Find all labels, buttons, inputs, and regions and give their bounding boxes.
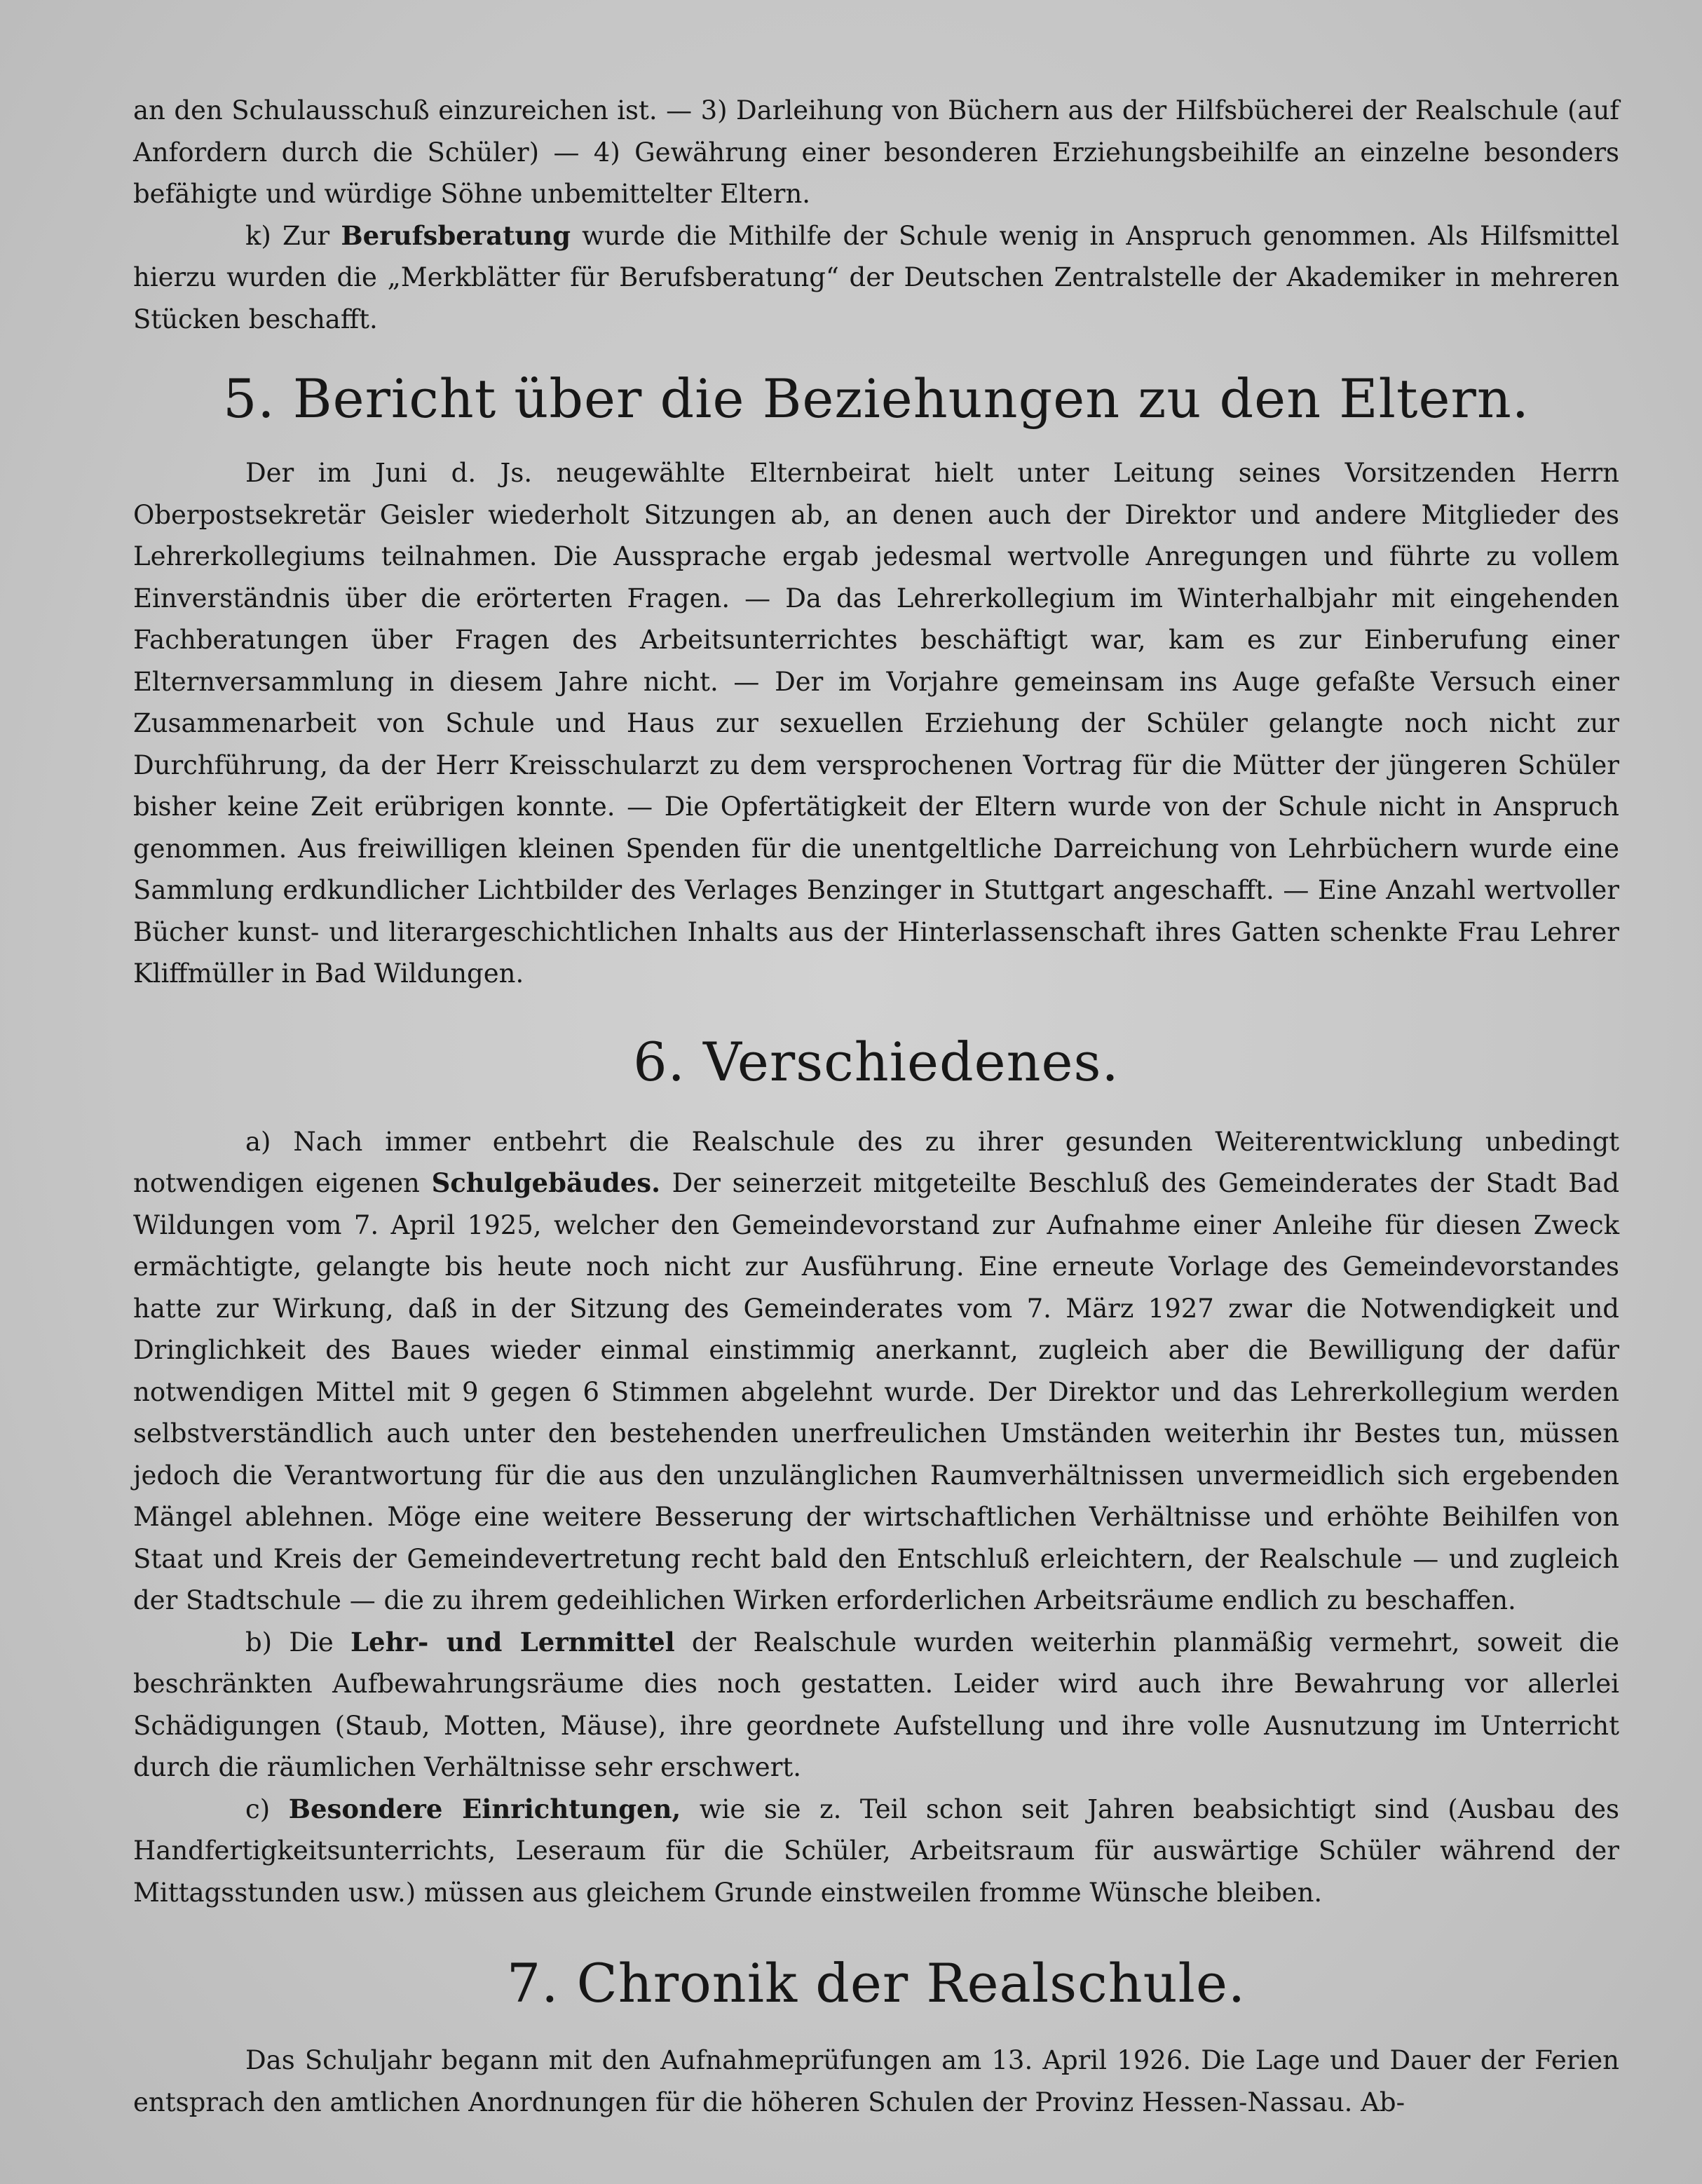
- paragraph-prefix: a) Nach immer entbehrt die Realschule des zu ihrer gesunden Weiterentwicklung unbedingt notwendigen eigenen: [133, 1126, 1619, 1198]
- bold-term-schulgebaeudes: Schulgebäudes.: [431, 1167, 660, 1198]
- section-heading-7: 7. Chronik der Realschule.: [506, 1952, 1246, 2014]
- paragraph-text: Der seinerzeit mitgeteilte Beschluß des Gemeinderates der Stadt Bad Wildungen vom 7. April 1925, welcher den Gemeindevorstand zur Aufnahme einer Anleihe für diesen Zweck ermächtigte, gelangte bis heute noch nicht zur Ausführung. Eine erneute Vorlage des Gemeindevorstandes hatte zur Wirkung, daß in der Sitzung des Gemeinderates vom 7. März 1927 zwar die Notwendigkeit und Dringlichkeit des Baues wieder einmal einstimmig anerkannt, zugleich aber die Bewilligung der dafür notwendigen Mittel mit 9 gegen 6 Stimmen abgelehnt wurde. Der Direktor und das Lehrerkollegium werden selbstverständlich auch unter den bestehenden unerfreulichen Umständen weiterhin ihr Bestes tun, müssen jedoch die Verantwortung für die aus den unzulänglichen Raumverhältnissen unvermeidlich sich ergebenden Mängel ablehnen. Möge eine weitere Besserung der wirtschaftlichen Verhältnisse und erhöhte Beihilfen von Staat und Kreis der Gemeindevertretung recht bald den Entschluß erleichtern, der Realschule — und zugleich der Stadtschule — die zu ihrem gedeihlichen Wirken erforderlichen Arbeitsräume endlich zu beschaffen.: [133, 1168, 1619, 1615]
- bold-term-einrichtungen: Besondere Einrichtungen,: [288, 1793, 681, 1824]
- paragraph-text: wurde die Mithilfe der Schule wenig in Anspruch genommen. Als Hilfsmittel hierzu wurden die „Merkblätter für Berufsberatung“ der Deutschen Zentralstelle der Akademiker in mehreren Stücken beschafft.: [133, 220, 1619, 334]
- paragraph-berufsberatung: [133, 215, 1619, 341]
- paragraph-section4-p1: an den Schulausschuß einzureichen ist. — 3) Darleihung von Büchern aus der Hilfsbücherei der Realschule (auf Anfordern durch die Schüler) — 4) Gewährung einer besonderen Erziehungsbeihilfe an einzelne besonders befähigte und würdige Söhne unbemittelter Eltern.: [133, 95, 1619, 209]
- section-heading-5: 5. Bericht über die Beziehungen zu den Eltern.: [223, 367, 1530, 430]
- paragraph-text: wie sie z. Teil schon seit Jahren beabsichtigt sind (Ausbau des Handfertigkeitsunterrichts, Leseraum für die Schüler, Arbeitsraum für auswärtige Schüler während der Mittagsstunden usw.) müssen aus gleichem Grunde einstweilen fromme Wünsche bleiben.: [133, 1793, 1619, 1908]
- bold-term-berufsberatung: Berufsberatung: [341, 219, 571, 251]
- paragraph-section5: Der im Juni d. Js. neugewählte Elternbeirat hielt unter Leitung seines Vorsitzenden Herrn Oberpostsekretär Geisler wiederholt Sitzungen ab, an denen auch der Direktor und andere Mitglieder des Lehrerkollegiums teilnahmen. Die Aussprache ergab jedesmal wertvolle Anregungen und führte zu vollem Einverständnis über die erörterten Fragen. — Da das Lehrerkollegium im Winterhalbjahr mit eingehenden Fachberatungen über Fragen des Arbeitsunterrichtes beschäftigt war, kam es zur Einberufung einer Elternversammlung in diesem Jahre nicht. — Der im Vorjahre gemeinsam ins Auge gefaßte Versuch einer Zusammenarbeit von Schule und Haus zur sexuellen Erziehung der Schüler gelangte noch nicht zur Durchführung, da der Herr Kreisschularzt zu dem versprochenen Vortrag für die Mütter der jüngeren Schüler bisher keine Zeit erübrigen konnte. — Die Opfertätigkeit der Eltern wurde von der Schule nicht in Anspruch genommen. Aus freiwilligen kleinen Spenden für die unentgeltliche Darreichung von Lehrbüchern wurde eine Sammlung erdkundlicher Lichtbilder des Verlages Benzinger in Stuttgart angeschafft. — Eine Anzahl wertvoller Bücher kunst- und literargeschichtlichen Inhalts aus der Hinterlassenschaft ihres Gatten schenkte Frau Lehrer Kliffmüller in Bad Wildungen.: [133, 458, 1619, 989]
- section-heading-6: 6. Verschiedenes.: [633, 1030, 1119, 1093]
- paragraph-text: der Realschule wurden weiterhin planmäßig vermehrt, soweit die beschränkten Aufbewahrungsräume dies noch gestatten. Leider wird auch ihre Bewahrung vor allerlei Schädigungen (Staub, Motten, Mäuse), ihre geordnete Aufstellung und ihre volle Ausnutzung im Unterricht durch die räumlichen Verhältnisse sehr erschwert.: [133, 1627, 1619, 1782]
- document-page: [133, 90, 1619, 2165]
- paragraph-prefix: c): [245, 1793, 271, 1824]
- paragraph-section6-a: [133, 1121, 1619, 1622]
- paragraph-section7: Das Schuljahr begann mit den Aufnahmeprüfungen am 13. April 1926. Die Lage und Dauer der Ferien entsprach den amtlichen Anordnungen für die höheren Schulen der Provinz Hessen-Nassau. Ab-: [133, 2045, 1619, 2117]
- paragraph-section6-c: [133, 1789, 1619, 1914]
- paragraph-prefix: b) Die: [245, 1627, 334, 1657]
- bold-term-lehrmittel: Lehr- und Lernmittel: [350, 1626, 675, 1657]
- paragraph-prefix: k) Zur: [245, 220, 330, 251]
- paragraph-section6-b: [133, 1622, 1619, 1789]
